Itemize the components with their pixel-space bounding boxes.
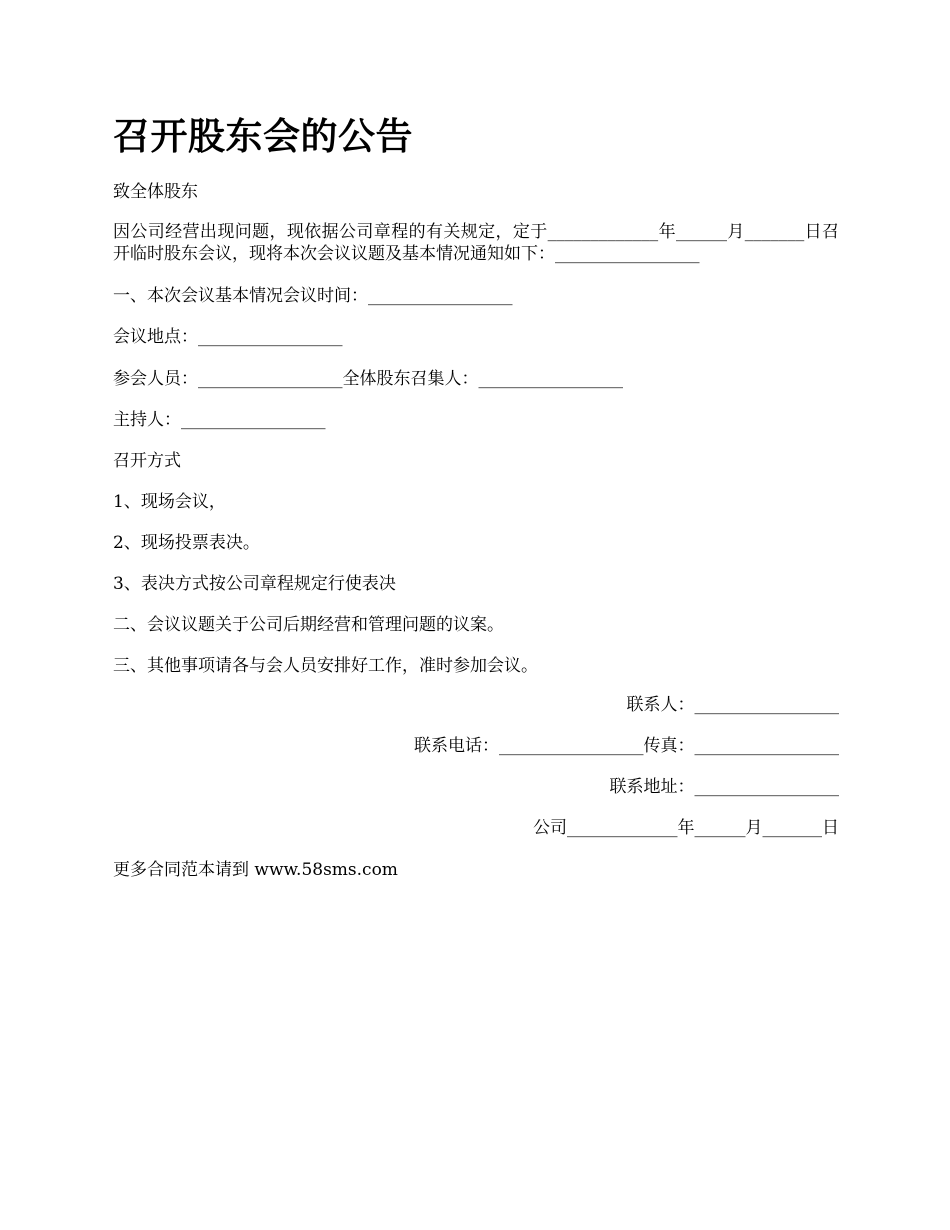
company-date-line: 公司_____________年______月_______日 xyxy=(533,818,839,838)
intro-paragraph: 因公司经营出现问题，现依据公司章程的有关规定，定于_____________年______月_______日召开临时股东会议，现将本次会议议题及基本情况通知如下：_________________ xyxy=(113,222,839,264)
meeting-host: 主持人：_________________ xyxy=(113,410,326,430)
method-item: 1、现场会议， xyxy=(113,492,226,512)
meeting-location: 会议地点：_________________ xyxy=(113,327,343,347)
method-item: 2、现场投票表决。 xyxy=(113,533,260,553)
contact-address: 联系地址：_________________ xyxy=(609,777,839,797)
meeting-attendees: 参会人员：_________________全体股东召集人：_________________ xyxy=(113,369,623,389)
greeting: 致全体股东 xyxy=(113,182,198,202)
contact-person: 联系人：_________________ xyxy=(626,695,839,715)
method-item: 3、表决方式按公司章程规定行使表决 xyxy=(113,574,396,594)
section2-agenda: 二、会议议题关于公司后期经营和管理问题的议案。 xyxy=(113,615,504,635)
section3-other-matters: 三、其他事项请各与会人员安排好工作，准时参加会议。 xyxy=(113,656,538,676)
section1-meeting-time: 一、本次会议基本情况会议时间：_________________ xyxy=(113,286,513,306)
method-heading: 召开方式 xyxy=(113,451,181,471)
contact-phone-fax: 联系电话：_________________传真：_________________ xyxy=(414,736,839,756)
footer-link-text: 更多合同范本请到 www.58sms.com xyxy=(113,860,398,880)
document-title: 召开股东会的公告 xyxy=(113,114,413,158)
